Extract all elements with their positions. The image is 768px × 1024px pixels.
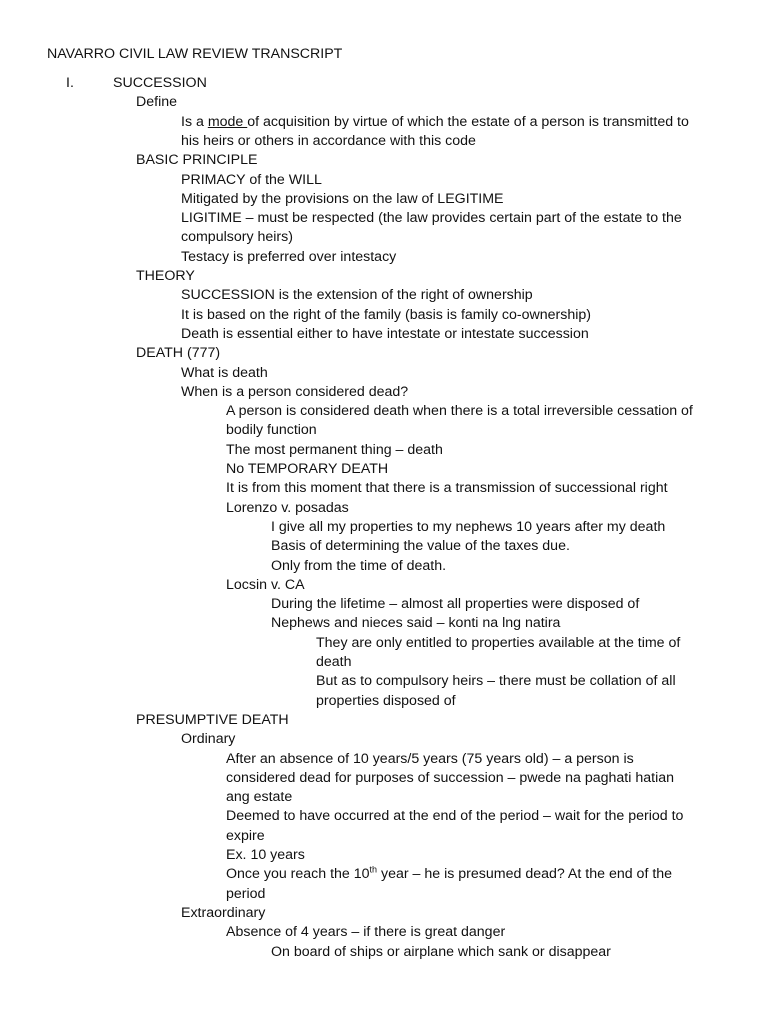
list-item-text: Absence of 4 years – if there is great danger	[226, 924, 506, 941]
list-item-text: No TEMPORARY DEATH	[226, 461, 389, 477]
list-item-text: Nephews and nieces said – konti na lng natira	[271, 615, 561, 632]
text-run: of acquisition by virtue of which the estate of a person is transmitted to	[247, 113, 689, 130]
list-item-text: PRESUMPTIVE DEATH	[136, 711, 289, 728]
list-item-text: ang estate	[226, 789, 293, 806]
list-item-text: What is death	[181, 364, 268, 381]
text-run: Is a	[181, 113, 208, 130]
list-item-text: bodily function	[226, 422, 317, 439]
list-marker: I.	[66, 75, 74, 91]
list-item-text: Only from the time of death.	[271, 557, 447, 574]
list-item-text: But as to compulsory heirs – there must be collation of all	[316, 673, 676, 690]
list-item-text: Ex. 10 years	[226, 847, 305, 863]
list-item-text: A person is considered death when there is a total irreversible cessation of	[226, 403, 693, 420]
list-item-text: During the lifetime – almost all properties were disposed of	[271, 596, 640, 613]
list-item-text: Ordinary	[181, 731, 236, 748]
list-item-text: LIGITIME – must be respected (the law provides certain part of the estate to the	[181, 210, 682, 227]
list-item-text: When is a person considered dead?	[181, 383, 409, 400]
list-item-text: Mitigated by the provisions on the law of LEGITIME	[181, 190, 504, 207]
list-item-text: SUCCESSION is the extension of the right of ownership	[181, 287, 533, 304]
list-item-text: I give all my properties to my nephews 10 years after my death	[271, 518, 666, 535]
text-run: Once you reach the 10	[226, 866, 370, 883]
list-item-text	[181, 113, 689, 132]
underlined-term: mode	[207, 113, 248, 130]
list-item-text: BASIC PRINCIPLE	[136, 152, 258, 169]
list-item-text: It is based on the right of the family (basis is family co-ownership)	[181, 306, 592, 323]
list-item-text: Lorenzo v. posadas	[226, 499, 349, 516]
list-item-text: Testacy is preferred over intestacy	[181, 248, 397, 265]
list-item-text: Deemed to have occurred at the end of the period – wait for the period to	[226, 808, 684, 825]
list-item-text: compulsory heirs)	[181, 229, 293, 246]
list-item-text: Locsin v. CA	[226, 576, 305, 593]
list-item-text: Basis of determining the value of the taxes due.	[271, 538, 570, 555]
list-item-text: properties disposed of	[316, 692, 456, 709]
list-item-text: DEATH (777)	[136, 345, 221, 362]
list-item-text	[226, 865, 672, 884]
list-item-text: considered dead for purposes of succession – pwede na paghati hatian	[226, 769, 675, 786]
list-item-text: The most permanent thing – death	[226, 441, 443, 458]
document-title: NAVARRO CIVIL LAW REVIEW TRANSCRIPT	[47, 46, 343, 62]
list-item-text: Death is essential either to have intestate or intestate succession	[181, 325, 589, 342]
list-item-text: period	[226, 885, 266, 902]
ordinal-superscript: th	[369, 864, 378, 875]
list-item-text: On board of ships or airplane which sank or disappear	[271, 943, 611, 960]
list-item-text: THEORY	[136, 268, 195, 284]
text-run: year – he is presumed dead? At the end of the	[377, 866, 673, 883]
list-item-text: SUCCESSION	[113, 75, 207, 91]
list-item-text: They are only entitled to properties available at the time of	[316, 634, 681, 651]
list-item-text: Define	[136, 94, 178, 111]
list-item-text: his heirs or others in accordance with this code	[181, 132, 476, 149]
list-item-text: After an absence of 10 years/5 years (75 years old) – a person is	[226, 750, 634, 767]
list-item-text: PRIMACY of the WILL	[181, 171, 322, 188]
list-item-text: Extraordinary	[181, 904, 266, 921]
list-item-text: It is from this moment that there is a transmission of successional right	[226, 480, 668, 497]
list-item-text: death	[316, 654, 352, 670]
list-item-text: expire	[226, 827, 265, 844]
